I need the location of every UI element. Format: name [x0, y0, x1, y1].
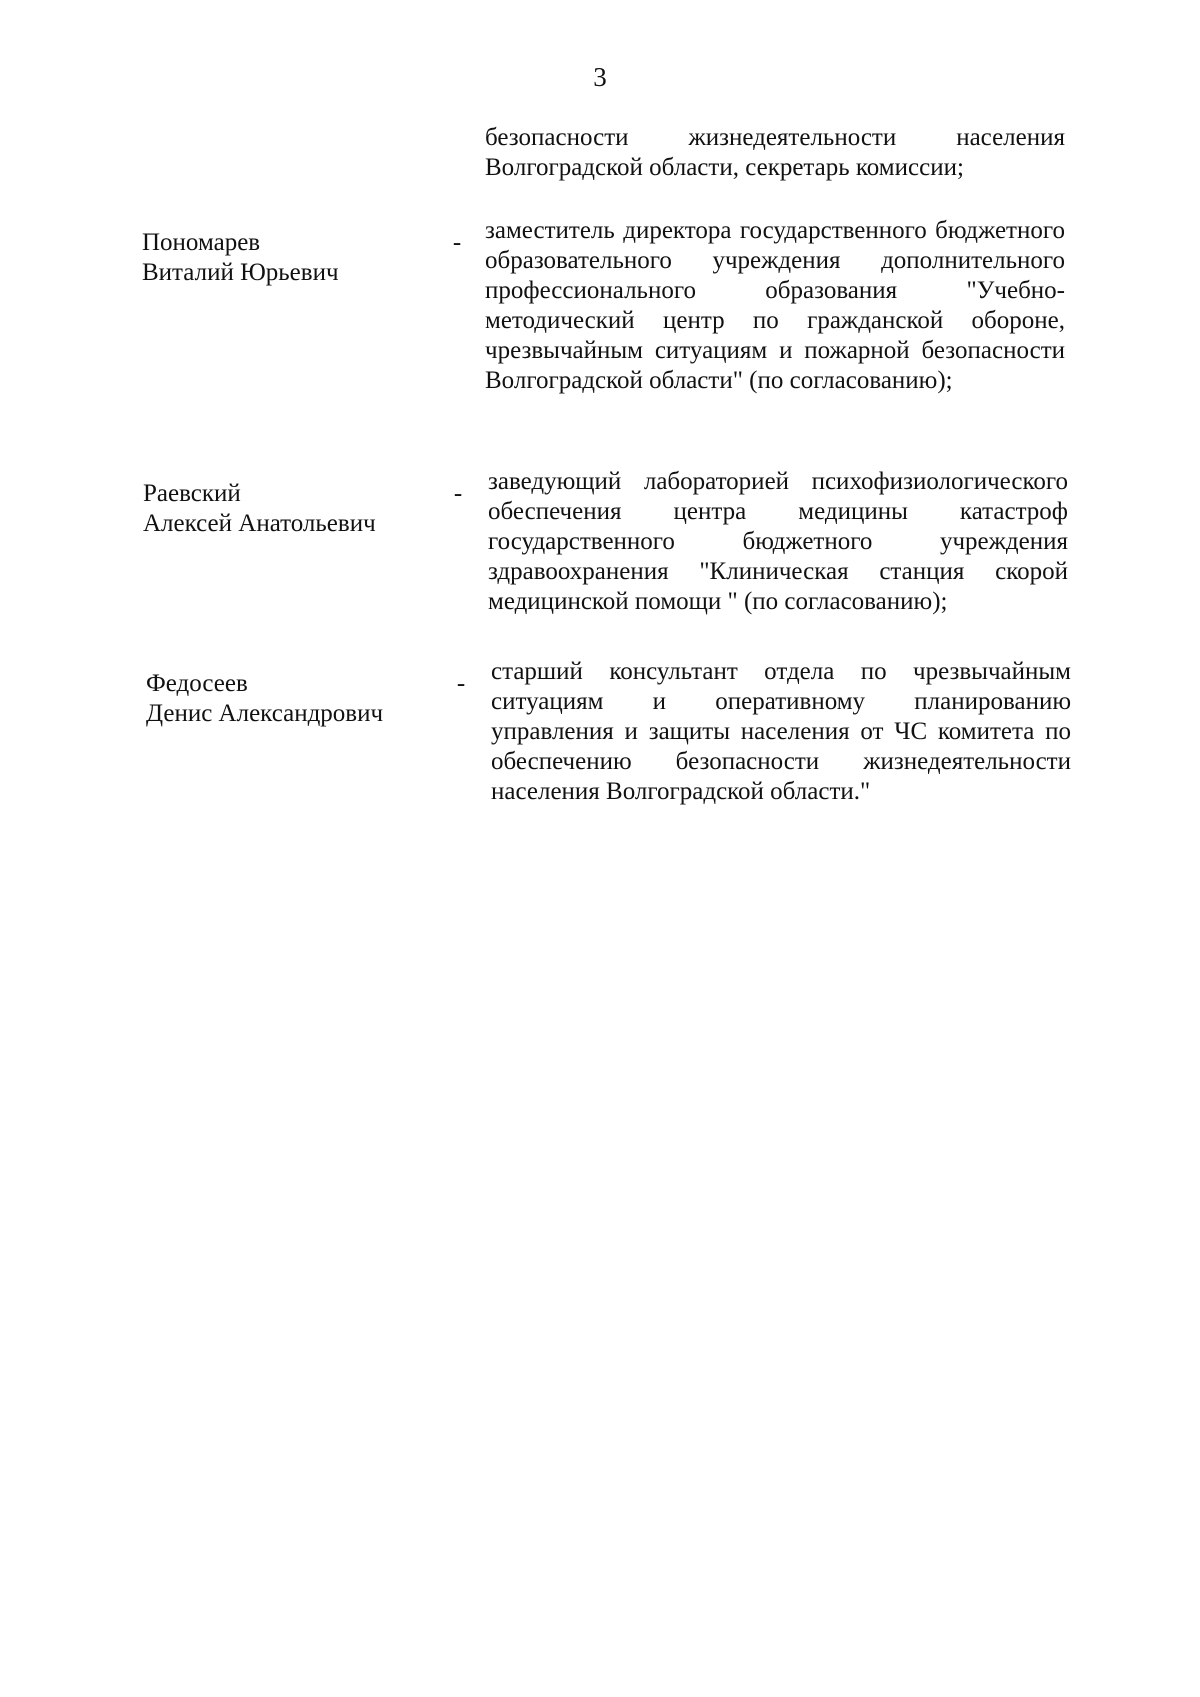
member-description: заведующий лабораторией психофизиологического обеспечения центра медицины катастроф государственного бюджетного учреждения здравоохранения "Клиническая станция скорой медицинской помощи " (по согласованию); — [488, 468, 1068, 615]
member-given-name: Виталий Юрьевич — [142, 259, 339, 286]
member-given-name: Алексей Анатольевич — [143, 510, 376, 537]
page-number: 3 — [593, 62, 607, 92]
member-dash: - — [452, 229, 462, 256]
member-name — [143, 479, 443, 539]
member-surname: Федосеев — [146, 670, 248, 697]
member-dash: - — [453, 480, 463, 507]
member-name — [142, 228, 442, 288]
member-name — [146, 669, 446, 729]
member-given-name: Денис Александрович — [146, 700, 384, 727]
member-description: старший консультант отдела по чрезвычайным ситуациям и оперативному планированию управления и защиты населения от ЧС комитета по обеспечению безопасности жизнедеятельности населения Волгоградской области." — [491, 658, 1071, 805]
member-surname: Пономарев — [142, 229, 261, 256]
member-surname: Раевский — [143, 480, 241, 507]
member-dash: - — [456, 670, 466, 697]
member-description: заместитель директора государственного бюджетного образовательного учреждения дополнительного профессионального образования "Учебно-методический центр по гражданской обороне, чрезвычайным ситуациям и пожарной безопасности Волгоградской области" (по согласованию); — [485, 217, 1065, 394]
continuation-text: безопасности жизнедеятельности населения Волгоградской области, секретарь комиссии; — [485, 124, 1065, 181]
